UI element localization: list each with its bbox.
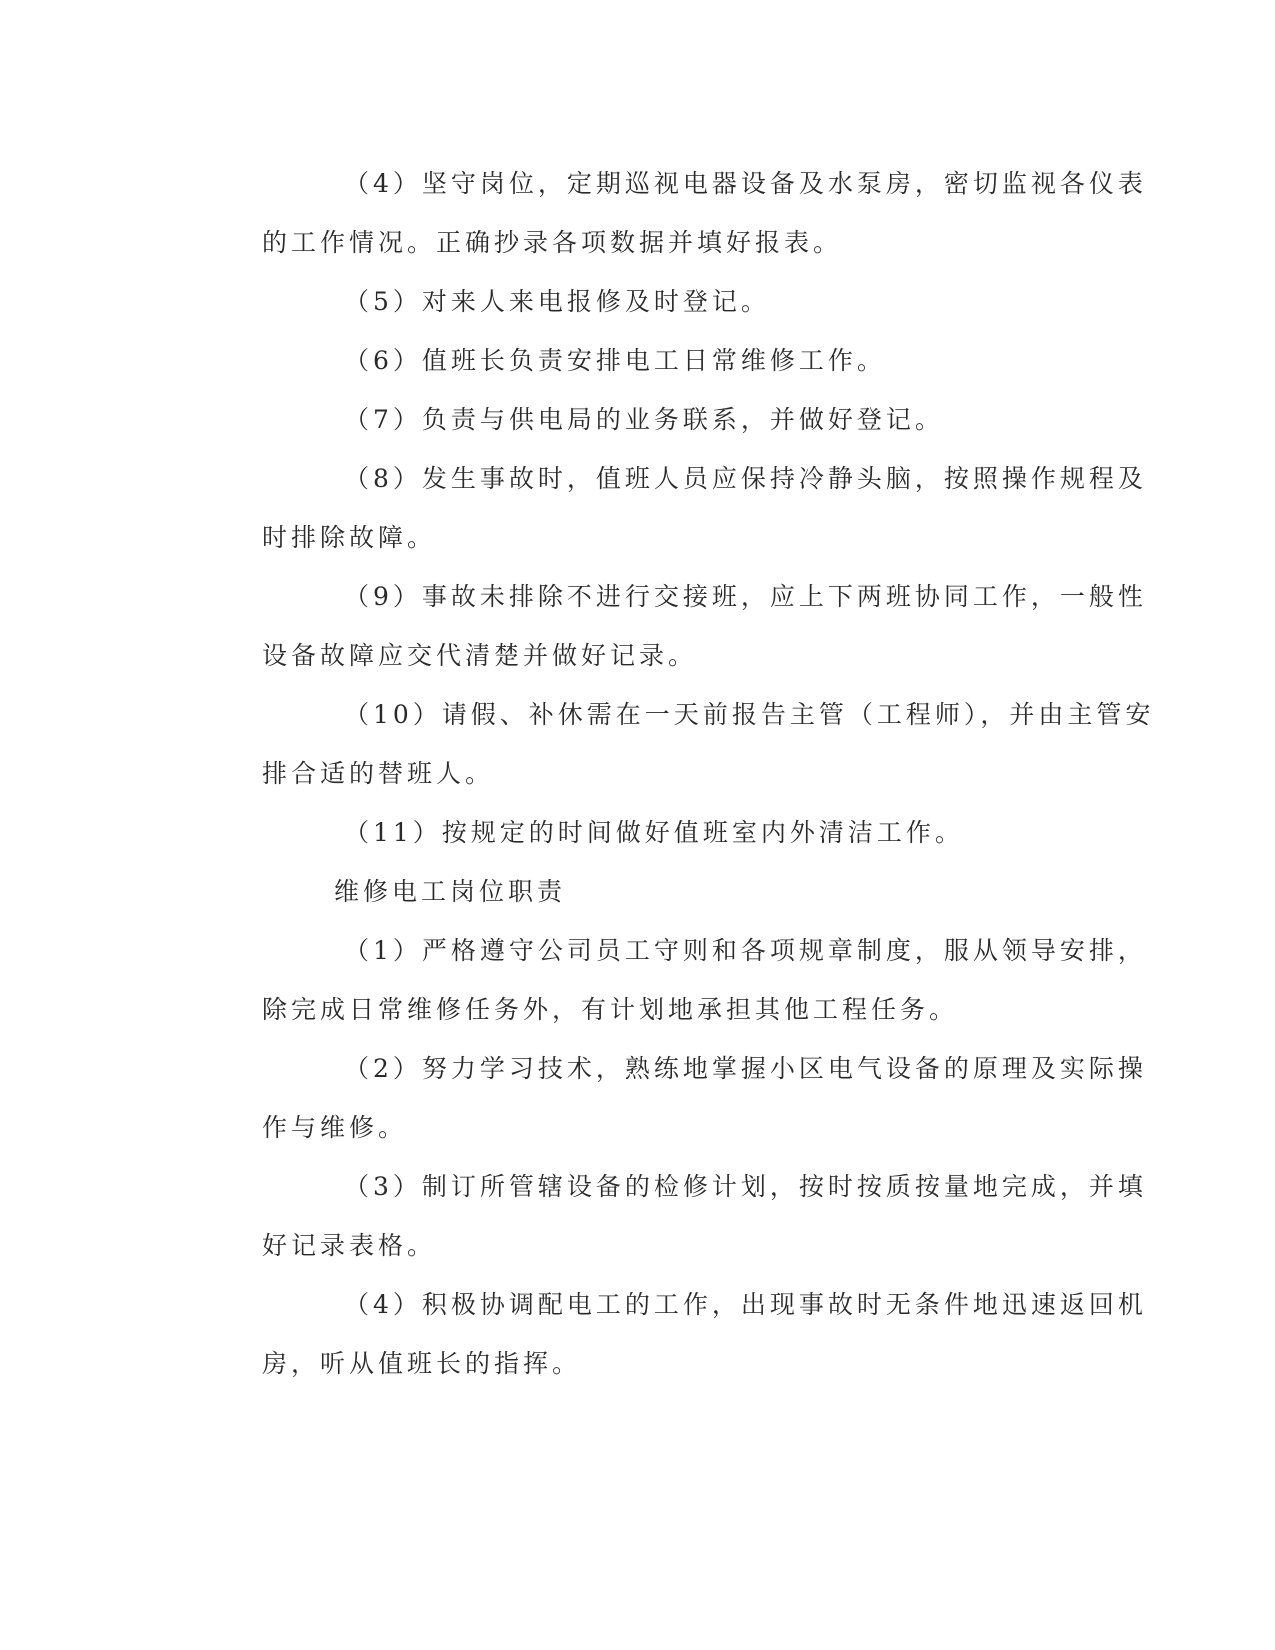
paragraph-maint-1 bbox=[180, 921, 1147, 1039]
paragraph-line: 排合适的替班人。 bbox=[262, 759, 495, 788]
paragraph-line: 好记录表格。 bbox=[262, 1231, 437, 1260]
paragraph-line: （11）按规定的时间做好值班室内外清洁工作。 bbox=[344, 818, 964, 847]
document-body bbox=[180, 154, 1155, 1393]
paragraph-line: （7）负责与供电局的业务联系，并做好登记。 bbox=[344, 405, 944, 434]
paragraph-line: （5）对来人来电报修及时登记。 bbox=[344, 287, 770, 316]
paragraph-line: （10）请假、补休需在一天前报告主管（工程师），并由主管安 bbox=[344, 700, 1155, 729]
paragraph-line: 的工作情况。正确抄录各项数据并填好报表。 bbox=[262, 228, 843, 257]
paragraph-duty-9 bbox=[180, 567, 1147, 685]
paragraph-line: （6）值班长负责安排电工日常维修工作。 bbox=[344, 346, 886, 375]
paragraph-duty-7 bbox=[180, 390, 1030, 449]
paragraph-maint-4 bbox=[180, 1275, 1147, 1393]
section-heading-container bbox=[180, 862, 1030, 921]
paragraph-maint-2 bbox=[180, 1039, 1147, 1157]
paragraph-duty-6 bbox=[180, 331, 1030, 390]
paragraph-maint-3 bbox=[180, 1157, 1147, 1275]
paragraph-line: （4）坚守岗位，定期巡视电器设备及水泵房，密切监视各仪表 bbox=[344, 169, 1147, 198]
paragraph-duty-4 bbox=[180, 154, 1147, 272]
paragraph-line: （9）事故未排除不进行交接班，应上下两班协同工作，一般性 bbox=[344, 582, 1147, 611]
paragraph-line: （8）发生事故时，值班人员应保持冷静头脑，按照操作规程及 bbox=[344, 464, 1147, 493]
paragraph-line: 设备故障应交代清楚并做好记录。 bbox=[262, 641, 698, 670]
paragraph-line: （3）制订所管辖设备的检修计划，按时按质按量地完成，并填 bbox=[344, 1172, 1147, 1201]
paragraph-line: 时排除故障。 bbox=[262, 523, 437, 552]
paragraph-line: （4）积极协调配电工的工作，出现事故时无条件地迅速返回机 bbox=[344, 1290, 1147, 1319]
paragraph-line: 作与维修。 bbox=[262, 1113, 408, 1142]
paragraph-duty-8 bbox=[180, 449, 1147, 567]
paragraph-line: （2）努力学习技术，熟练地掌握小区电气设备的原理及实际操 bbox=[344, 1054, 1147, 1083]
section-heading: 维修电工岗位职责 bbox=[334, 877, 567, 906]
paragraph-line: 房，听从值班长的指挥。 bbox=[262, 1349, 582, 1378]
paragraph-duty-10 bbox=[180, 685, 1155, 803]
paragraph-duty-5 bbox=[180, 272, 1030, 331]
paragraph-line: 除完成日常维修任务外，有计划地承担其他工程任务。 bbox=[262, 995, 959, 1024]
paragraph-line: （1）严格遵守公司员工守则和各项规章制度，服从领导安排， bbox=[344, 936, 1147, 965]
paragraph-duty-11 bbox=[180, 803, 1030, 862]
